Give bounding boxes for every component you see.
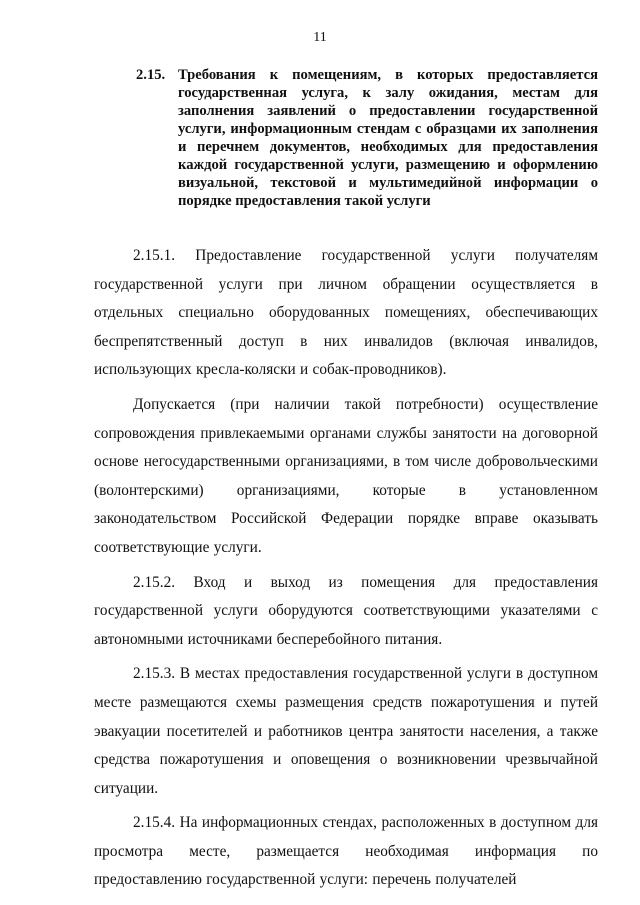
section-heading	[136, 66, 598, 210]
section-heading-text: Требования к помещениям, в которых предоставляется государственная услуга, к залу ожидания, местам для заполнения заявлений о предоставлении государственной услуги, информационным стендам с образцами их заполнения и перечнем документов, необходимых для предоставления каждой государственной услуги, размещению и оформлению визуальной, текстовой и мультимедийной информации о порядке предоставления такой услуги	[178, 67, 598, 209]
paragraph-2-15-2	[94, 569, 598, 655]
paragraph-text: В местах предоставления государственной услуги в доступном месте размещаются схемы размещения средств пожаротушения и путей эвакуации посетителей и работников центра занятости населения, а также средства пожаротушения и оповещения о возникновении чрезвычайной ситуации.	[94, 665, 598, 797]
paragraph-number: 2.15.4.	[133, 814, 176, 832]
paragraph-text: Допускается (при наличии такой потребности) осуществление сопровождения привлекаемыми органами службы занятости на договорной основе негосударственными организациями, в том числе добровольческими (волонтерскими) организациями, которые в установленном законодательством Российской Федерации порядке вправе оказывать соответствующие услуги.	[94, 395, 598, 556]
paragraph-2-15-1-continued	[94, 391, 598, 563]
paragraph-text: Вход и выход из помещения для предоставления государственной услуги оборудуются соответствующими указателями с автономными источниками бесперебойного питания.	[94, 573, 598, 648]
paragraph-number: 2.15.2.	[133, 573, 176, 591]
paragraph-2-15-3	[94, 660, 598, 803]
paragraph-2-15-4	[94, 809, 598, 895]
paragraph-text: На информационных стендах, расположенных в доступном для просмотра месте, размещается необходимая информация по предоставлению государственной услуги: перечень получателей	[94, 814, 598, 889]
paragraph-number: 2.15.1.	[133, 247, 176, 264]
paragraph-2-15-1	[94, 242, 598, 385]
section-heading-number: 2.15.	[136, 67, 166, 83]
paragraph-number: 2.15.3.	[133, 665, 176, 683]
document-body	[94, 242, 598, 901]
page-number: 11	[313, 30, 327, 45]
paragraph-text: Предоставление государственной услуги получателям государственной услуги при личном обращении осуществляется в отдельных специально оборудованных помещениях, обеспечивающих беспрепятственный доступ в них инвалидов (включая инвалидов, использующих кресла-коляски и собак-проводников).	[94, 247, 598, 379]
